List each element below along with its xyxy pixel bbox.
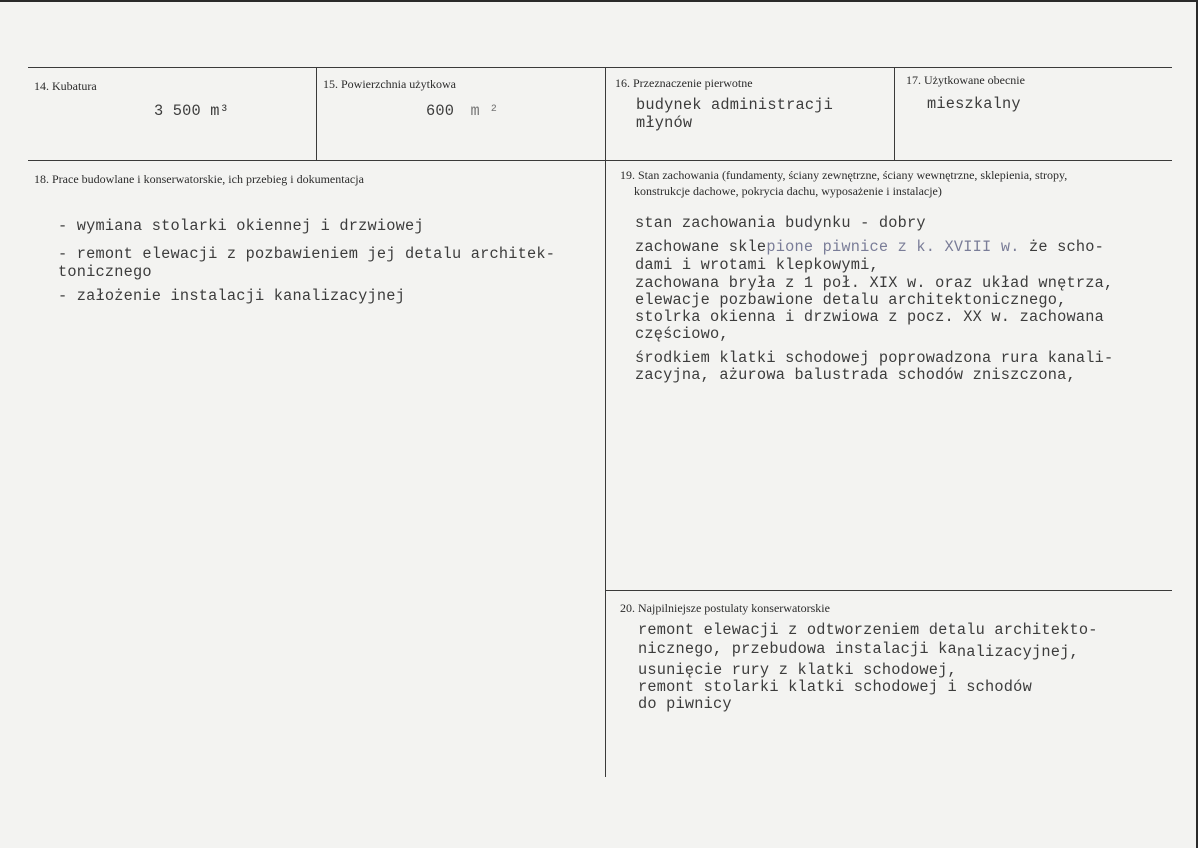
grid-line-col-15 <box>316 67 317 160</box>
field-14-label: 14. Kubatura <box>34 79 97 93</box>
field-18-item: - remont elewacji z pozbawieniem jej detalu architek- <box>58 245 556 263</box>
field-19-line: stan zachowania budynku - dobry <box>635 214 926 232</box>
field-20-line <box>638 640 1079 661</box>
field-16-line: budynek administracji <box>636 96 833 114</box>
field-15-unit: m ² <box>470 102 499 120</box>
field-18-item: - wymiana stolarki okiennej i drzwiowej <box>58 217 424 235</box>
field-16-line: młynów <box>636 114 693 132</box>
grid-line-col-17 <box>894 67 895 160</box>
field-19-line <box>635 239 1104 256</box>
field-20-line: remont elewacji z odtworzeniem detalu architekto- <box>638 621 1098 639</box>
field-19-text: zachowane skle <box>635 238 767 256</box>
field-17-value: mieszkalny <box>927 95 1021 113</box>
field-19-line: stolrka okienna i drzwiowa z pocz. XX w. zachowana <box>635 308 1104 326</box>
field-19-label: 19. Stan zachowania (fundamenty, ściany zewnętrzne, ściany wewnętrzne, sklepienia, stropy, <box>620 168 1068 182</box>
field-18-label: 18. Prace budowlane i konserwatorskie, ich przebieg i dokumentacja <box>34 172 364 186</box>
field-19-label: konstrukcje dachowe, pokrycia dachu, wyposażenie i instalacje) <box>634 184 942 198</box>
field-20-label: 20. Najpilniejsze postulaty konserwatorskie <box>620 601 830 615</box>
field-20-line: usunięcie rury z klatki schodowej, <box>638 661 957 679</box>
grid-line-top <box>28 67 1172 68</box>
field-18-item: tonicznego <box>58 263 152 281</box>
field-20-line: do piwnicy <box>638 695 732 713</box>
field-20-text: nicznego, przebudowa instalacji ka <box>638 640 957 658</box>
field-19-line: zacyjna, ażurowa balustrada schodów zniszczona, <box>635 366 1076 384</box>
field-19-faded-text: pione piwnice z k. XVIII w. <box>766 238 1020 256</box>
field-17-label: 17. Użytkowane obecnie <box>906 73 1025 87</box>
sheet-top-edge <box>0 0 1198 2</box>
field-15-label: 15. Powierzchnia użytkowa <box>323 77 456 91</box>
grid-line-row1-bottom <box>28 160 1172 161</box>
field-19-text: że scho- <box>1019 238 1104 256</box>
field-20-line: remont stolarki klatki schodowej i schodów <box>638 678 1032 696</box>
grid-line-col-middle <box>605 67 606 777</box>
field-16-label: 16. Przeznaczenie pierwotne <box>615 76 753 90</box>
field-18-item: - założenie instalacji kanalizacyjnej <box>58 287 406 305</box>
field-19-line: zachowana bryła z 1 poł. XIX w. oraz układ wnętrza, <box>635 274 1114 292</box>
field-19-line: elewacje pozbawione detalu architektonicznego, <box>635 291 1067 309</box>
field-19-line: częściowo, <box>635 325 729 343</box>
field-19-line: środkiem klatki schodowej poprowadzona rura kanali- <box>635 349 1114 367</box>
field-20-text-shifted: nalizacyjnej, <box>956 643 1079 661</box>
field-19-line: dami i wrotami klepkowymi, <box>635 256 879 274</box>
field-15-number: 600 <box>426 102 455 120</box>
grid-line-section20-top <box>606 590 1172 591</box>
field-14-value: 3 500 m³ <box>154 102 230 120</box>
field-15-value <box>426 103 499 120</box>
